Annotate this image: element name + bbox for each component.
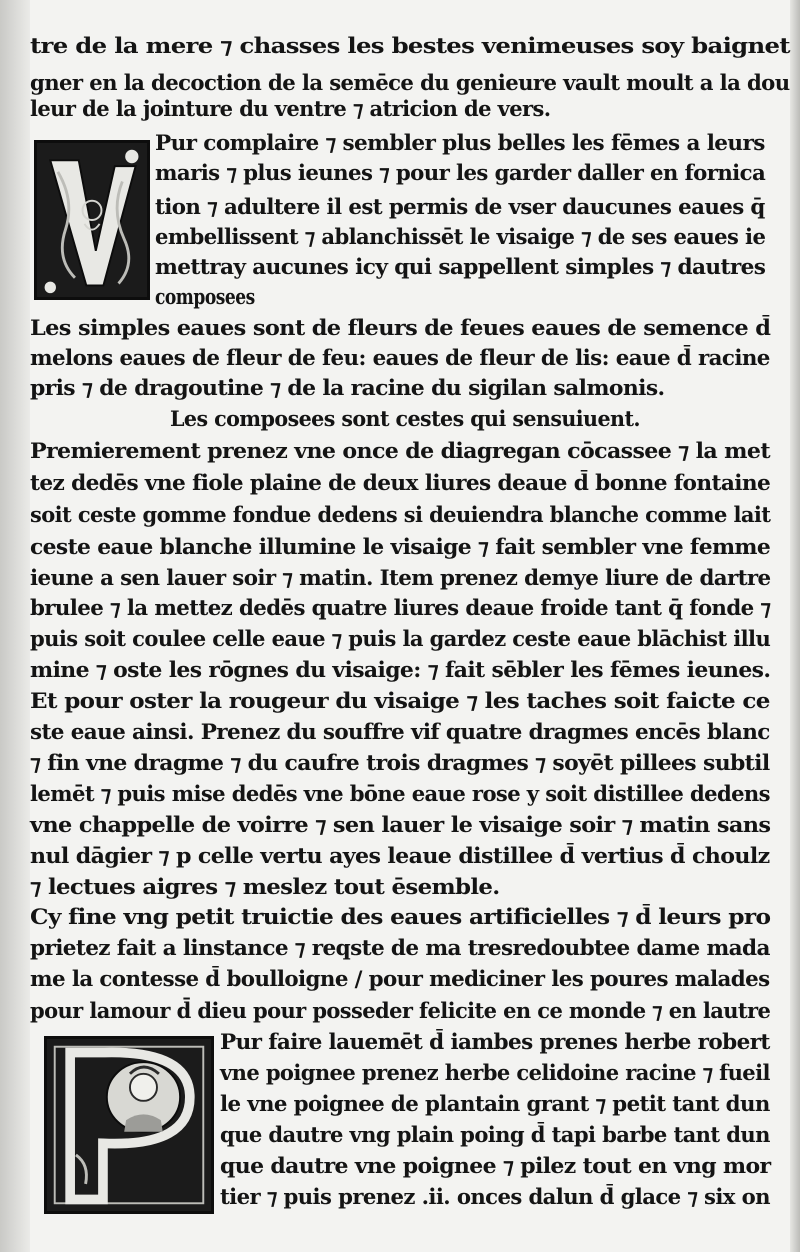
text-line: me la contesse d̄ boulloigne / pour mediciner les poures malades bbox=[30, 966, 770, 991]
text-line: tez dedēs vne fiole plaine de deux liures deaue d̄ bonne fontaine bbox=[30, 470, 771, 495]
text-line: le vne poignee de plantain grant ⁊ petit tant dun bbox=[220, 1091, 770, 1116]
text-line: vne chappelle de voirre ⁊ sen lauer le visaige soir ⁊ matin sans bbox=[30, 812, 771, 837]
text-line: tier ⁊ puis prenez .ii. onces dalun d̄ glace ⁊ six on bbox=[220, 1184, 770, 1209]
text-line: Pur complaire ⁊ sembler plus belles les fēmes a leurs bbox=[155, 130, 765, 155]
text-line: prietez fait a linstance ⁊ reqste de ma tresredoubtee dame mada bbox=[30, 935, 770, 960]
text-line: ieune a sen lauer soir ⁊ matin. Item prenez demye liure de dartre bbox=[30, 565, 771, 590]
text-line: maris ⁊ plus ieunes ⁊ pour les garder daller en fornica bbox=[155, 160, 766, 185]
text-line: brulee ⁊ la mettez dedēs quatre liures deaue froide tant q̄ fonde ⁊ bbox=[30, 595, 771, 620]
text-line: ste eaue ainsi. Prenez du souffre vif quatre dragmes encēs blanc bbox=[30, 719, 770, 744]
text-line: Pur faire lauemēt d̄ iambes prenes herbe robert bbox=[220, 1029, 770, 1054]
text-line: que dautre vng plain poing d̄ tapi barbe tant dun bbox=[220, 1122, 770, 1147]
text-line: pris ⁊ de dragoutine ⁊ de la racine du sigilan salmonis. bbox=[30, 375, 665, 400]
text-line: composees bbox=[155, 284, 255, 309]
text-line: ceste eaue blanche illumine le visaige ⁊ fait sembler vne femme bbox=[30, 534, 771, 559]
text-line: tion ⁊ adultere il est permis de vser daucunes eaues q̄ bbox=[155, 194, 765, 219]
text-line: ⁊ lectues aigres ⁊ meslez tout ēsemble. bbox=[30, 874, 500, 899]
text-line: leur de la jointure du ventre ⁊ atricion de vers. bbox=[30, 96, 551, 121]
text-line: Et pour oster la rougeur du visaige ⁊ les taches soit faicte ce bbox=[30, 688, 770, 713]
text-line: Premierement prenez vne once de diagregan cōcassee ⁊ la met bbox=[30, 438, 770, 463]
text-line: mettray aucunes icy qui sappellent simples ⁊ dautres bbox=[155, 254, 766, 279]
text-line: Les simples eaues sont de fleurs de feues eaues de semence d̄ bbox=[30, 315, 771, 340]
text-line: pour lamour d̄ dieu pour posseder felicite en ce monde ⁊ en lautre bbox=[30, 998, 771, 1023]
text-line: melons eaues de fleur de feu: eaues de fleur de lis: eaue d̄ racine bbox=[30, 345, 770, 370]
text-line: vne poignee prenez herbe celidoine racine ⁊ fueil bbox=[220, 1060, 770, 1085]
text-line: que dautre vne poignee ⁊ pilez tout en vng mor bbox=[220, 1153, 771, 1178]
text-line: soit ceste gomme fondue dedens si deuiendra blanche comme lait bbox=[30, 502, 771, 527]
text-line: nul dāgier ⁊ p celle vertu ayes leaue distillee d̄ vertius d̄ choulz bbox=[30, 843, 770, 868]
text-line: mine ⁊ oste les rōgnes du visaige: ⁊ fait sēbler les fēmes ieunes. bbox=[30, 657, 771, 682]
text-line: tre de la mere ⁊ chasses les bestes venimeuses soy baignet bbox=[30, 33, 790, 58]
text-line: gner en la decoction de la semēce du genieure vault moult a la dou bbox=[30, 70, 790, 95]
text-line: lemēt ⁊ puis mise dedēs vne bōne eaue rose y soit distillee dedens bbox=[30, 781, 770, 806]
text-line: Cy fine vng petit truictie des eaues artificielles ⁊ d̄ leurs pro bbox=[30, 904, 771, 929]
text-line: puis soit coulee celle eaue ⁊ puis la gardez ceste eaue blāchist illu bbox=[30, 626, 771, 651]
section-heading: Les composees sont cestes qui sensuiuent. bbox=[170, 406, 640, 431]
text-line: ⁊ fin vne dragme ⁊ du caufre trois dragmes ⁊ soyēt pillees subtil bbox=[30, 750, 770, 775]
text-line: embellissent ⁊ ablanchissēt le visaige ⁊ de ses eaues ie bbox=[155, 224, 766, 249]
